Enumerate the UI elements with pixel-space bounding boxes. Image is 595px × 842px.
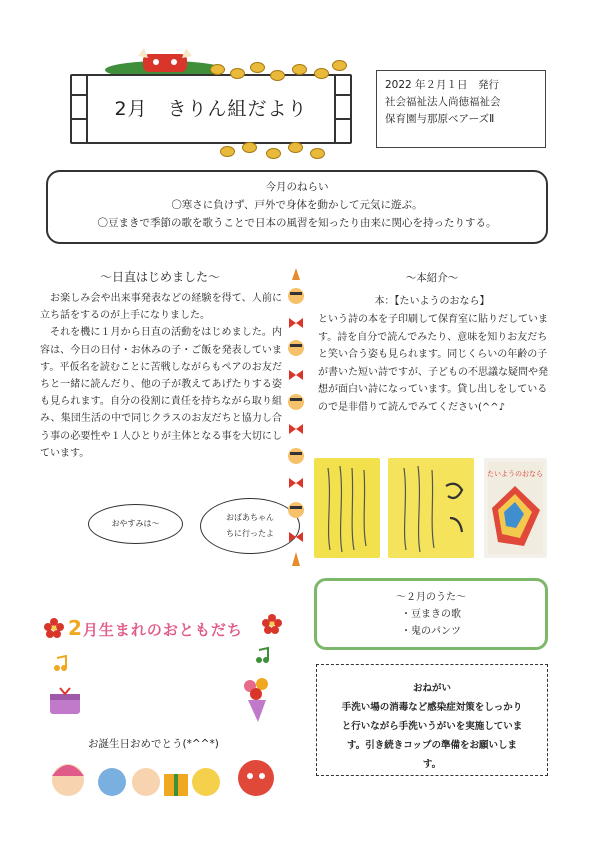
notice-line: す。引き続きコップの準備をお願いしま bbox=[346, 740, 518, 751]
monthly-song-box bbox=[314, 578, 548, 650]
speech-bubble-text: ちに行ったよ bbox=[226, 529, 274, 538]
notice-line: す。 bbox=[422, 759, 442, 770]
notice-box bbox=[316, 664, 548, 776]
title-frame bbox=[70, 74, 352, 144]
aims-heading: 今月のねらい bbox=[265, 181, 329, 193]
music-note-icon bbox=[254, 646, 272, 666]
book-cover-title: たいようのおなら bbox=[487, 470, 543, 478]
notice-heading: おねがい bbox=[412, 683, 451, 694]
poem-sheet-photo bbox=[314, 458, 380, 558]
birthday-section bbox=[40, 606, 300, 806]
book-heading: ～本紹介～ bbox=[405, 272, 459, 284]
birthday-message: お誕生日おめでとう(*^^*) bbox=[88, 738, 219, 750]
notice-line: 手洗い場の消毒など感染症対策をしっかり bbox=[341, 702, 523, 713]
plum-flower-icon bbox=[44, 618, 64, 638]
music-note-icon bbox=[52, 654, 70, 674]
plum-flower-icon bbox=[262, 614, 282, 634]
nicchoku-paragraph: お楽しみ会や出来事発表などの経験を得て、人前に立ち話をするのが上手になりました。 bbox=[40, 293, 282, 322]
song-item: ・鬼のパンツ bbox=[401, 626, 461, 637]
handwriting-lines bbox=[314, 458, 380, 558]
book-cover-photo bbox=[484, 458, 547, 558]
speech-bubble bbox=[88, 504, 183, 544]
book-cover-art bbox=[484, 458, 547, 558]
notice-line: と行いながら手洗いうがいを実施していま bbox=[341, 721, 523, 732]
book-body: という詩の本を子印刷して保育室に貼りだしています。詩を自分で読んでみたり、意味を知りお友だちと笑い合う姿も見られます。同じくらいの年齢の子が書いた短い詩ですが、子どもの不思議な疑問や発想が面白い詩になっています。貸し出しをしているので是非借りて読んでみてください(^^♪ bbox=[318, 314, 548, 413]
nicchoku-heading: ～日直はじめました～ bbox=[99, 270, 220, 284]
handwriting-lines bbox=[388, 458, 474, 558]
publisher-box bbox=[376, 70, 546, 148]
monthly-aims-box bbox=[46, 170, 548, 244]
page-title: 2月 きりん組だより bbox=[114, 98, 308, 120]
flower-bouquet-icon bbox=[240, 676, 274, 726]
speech-bubble-text: おやすみは～ bbox=[111, 519, 160, 528]
nursery-name: 保育園与那原ベアーズⅡ bbox=[385, 113, 495, 125]
aim-item: 〇豆まきで季節の歌を歌うことで日本の風習を知ったり由来に関心を持ったりする。 bbox=[97, 217, 497, 229]
column-divider-decoration bbox=[285, 268, 307, 568]
birthday-title-text: 月生まれのおともだち bbox=[82, 621, 243, 639]
book-title-line: 本：【たいようのおなら】 bbox=[374, 296, 490, 307]
organization-name: 社会福祉法人尚徳福祉会 bbox=[385, 96, 501, 108]
birthday-title bbox=[68, 616, 243, 640]
gift-cake-icon bbox=[48, 682, 82, 718]
poem-sheet-photo bbox=[388, 458, 474, 558]
title-banner bbox=[70, 48, 348, 160]
song-heading: ～２月のうた～ bbox=[396, 592, 466, 603]
birthday-title-number: 2 bbox=[68, 616, 83, 640]
issue-date: 2022 年２月１日 発行 bbox=[385, 79, 500, 91]
nicchoku-paragraph: それを機に１月から日直の活動をはじめました。内容は、今日の日付・お休みの子・ご飯を発表しています。平仮名を読むことに苦戦しながらもペアのお友だちと一緒に読んだり、他の子が教えてあげたりする姿も見られます。自分の役割に責任を持ちながら取り組み、集団生活の中で同じクラスのお友だちと協力し合う事の必要性や１人ひとりが主体となる事を大切にしています。 bbox=[40, 327, 282, 459]
song-item: ・豆まきの歌 bbox=[401, 609, 461, 620]
nicchoku-body bbox=[40, 290, 282, 462]
speech-bubble-text: おばあちゃん bbox=[226, 513, 274, 522]
children-illustration bbox=[50, 756, 300, 802]
aim-item: 〇寒さに負けず、戸外で身体を動かして元気に遊ぶ。 bbox=[171, 199, 423, 211]
